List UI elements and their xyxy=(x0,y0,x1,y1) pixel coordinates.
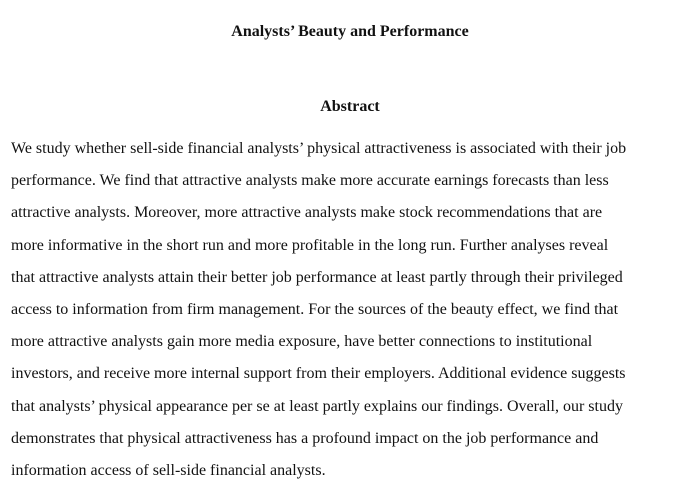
abstract-line: investors, and receive more internal support from their employers. Additional evidence suggests xyxy=(11,365,626,383)
abstract-line: We study whether sell-side financial analysts’ physical attractiveness is associated with their job xyxy=(11,140,627,157)
paper-title: Analysts’ Beauty and Performance xyxy=(231,23,469,40)
abstract-line: performance. We find that attractive analysts make more accurate earnings forecasts than less xyxy=(11,172,609,190)
abstract-line: demonstrates that physical attractiveness has a profound impact on the job performance and xyxy=(11,429,599,447)
abstract-line: access to information from firm management. For the sources of the beauty effect, we find that xyxy=(11,301,619,319)
abstract-body xyxy=(11,133,700,487)
abstract-line: information access of sell-side financial analysts. xyxy=(11,462,326,480)
abstract-line: more informative in the short run and more profitable in the long run. Further analyses reveal xyxy=(11,236,609,254)
abstract-line: that attractive analysts attain their better job performance at least partly through their privileged xyxy=(11,268,623,286)
abstract-line: that analysts’ physical appearance per se at least partly explains our findings. Overall, our study xyxy=(11,397,623,415)
abstract-heading: Abstract xyxy=(320,98,380,115)
abstract-line: more attractive analysts gain more media exposure, have better connections to institutional xyxy=(11,333,593,351)
abstract-line: attractive analysts. Moreover, more attractive analysts make stock recommendations that are xyxy=(11,204,603,222)
